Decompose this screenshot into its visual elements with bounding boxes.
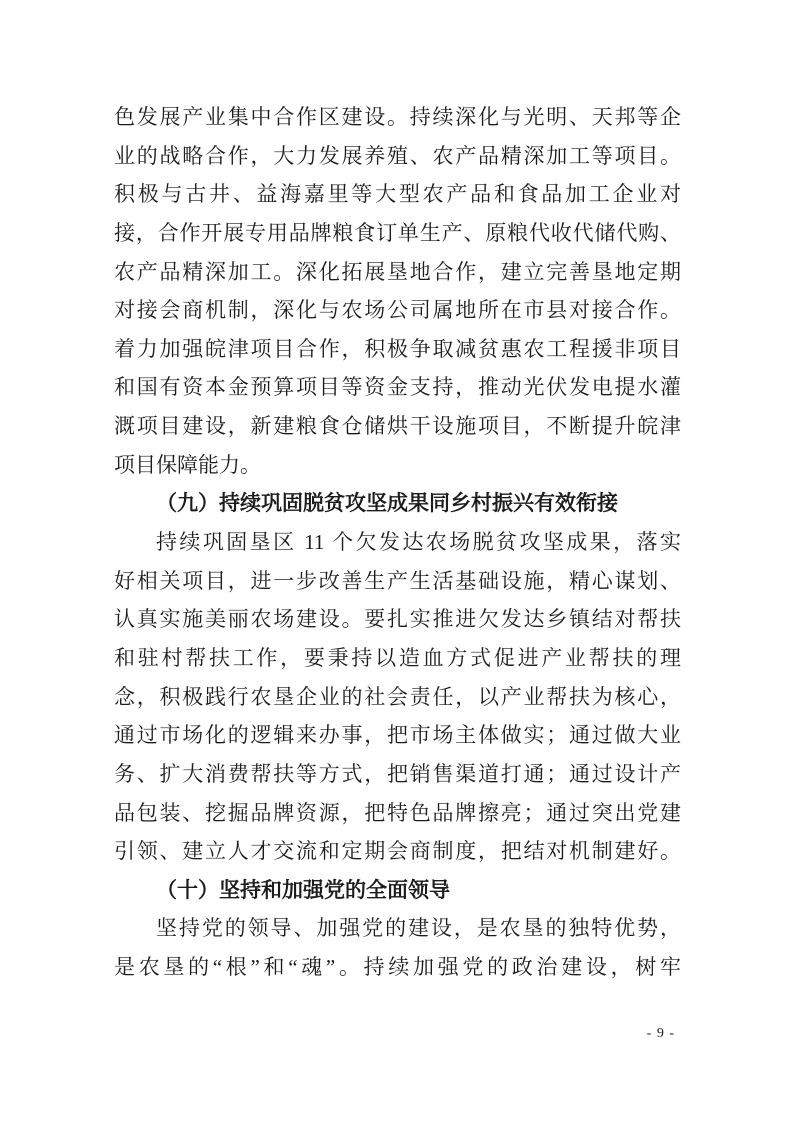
paragraph-line: 持续巩固垦区 11 个欠发达农场脱贫攻坚成果，落实 <box>156 530 681 555</box>
paragraph-last-line: 引领、建立人才交流和定期会商制度，把结对机制建好。 <box>114 839 681 864</box>
paragraph-line: 接，合作开展专用品牌粮食订单生产、原粮代收代储代购、 <box>114 220 681 245</box>
paragraph-line: 业的战略合作，大力发展养殖、农产品精深加工等项目。 <box>114 143 681 168</box>
paragraph-line: 品包装、挖掘品牌资源，把特色品牌擦亮；通过突出党建 <box>114 800 681 825</box>
paragraph-line: 好相关项目，进一步改善生产生活基础设施，精心谋划、 <box>114 568 681 593</box>
paragraph-line: 和国有资本金预算项目等资金支持，推动光伏发电提水灌 <box>114 375 681 400</box>
section-heading-9: （九）持续巩固脱贫攻坚成果同乡村振兴有效衔接 <box>156 491 618 516</box>
paragraph-line: 色发展产业集中合作区建设。持续深化与光明、天邦等企 <box>114 105 681 129</box>
paragraph-line: 农产品精深加工。深化拓展垦地合作，建立完善垦地定期 <box>114 259 681 284</box>
paragraph-line: 溉项目建设，新建粮食仓储烘干设施项目，不断提升皖津 <box>114 414 681 439</box>
paragraph-last-line: 项目保障能力。 <box>114 452 261 477</box>
paragraph-line: 认真实施美丽农场建设。要扎实推进欠发达乡镇结对帮扶 <box>114 607 681 632</box>
paragraph-line: 着力加强皖津项目合作，积极争取减贫惠农工程援非项目 <box>114 336 681 361</box>
page-number: - 9 - <box>646 1026 675 1041</box>
paragraph-line: 念，积极践行农垦企业的社会责任，以产业帮扶为核心， <box>114 684 681 709</box>
paragraph-line: 务、扩大消费帮扶等方式，把销售渠道打通；通过设计产 <box>114 761 681 786</box>
paragraph-line: 积极与古井、益海嘉里等大型农产品和食品加工企业对 <box>114 182 681 207</box>
section-heading-10: （十）坚持和加强党的全面领导 <box>156 877 450 902</box>
document-text-block <box>114 98 681 987</box>
paragraph-line: 和驻村帮扶工作，要秉持以造血方式促进产业帮扶的理 <box>114 645 681 670</box>
paragraph-line: 对接会商机制，深化与农场公司属地所在市县对接合作。 <box>114 298 681 323</box>
paragraph-line: 是农垦的“根”和“魂”。持续加强党的政治建设，树牢 <box>114 955 681 980</box>
paragraph-line: 通过市场化的逻辑来办事，把市场主体做实；通过做大业 <box>114 723 681 748</box>
paragraph-line: 坚持党的领导、加强党的建设，是农垦的独特优势， <box>156 916 681 941</box>
